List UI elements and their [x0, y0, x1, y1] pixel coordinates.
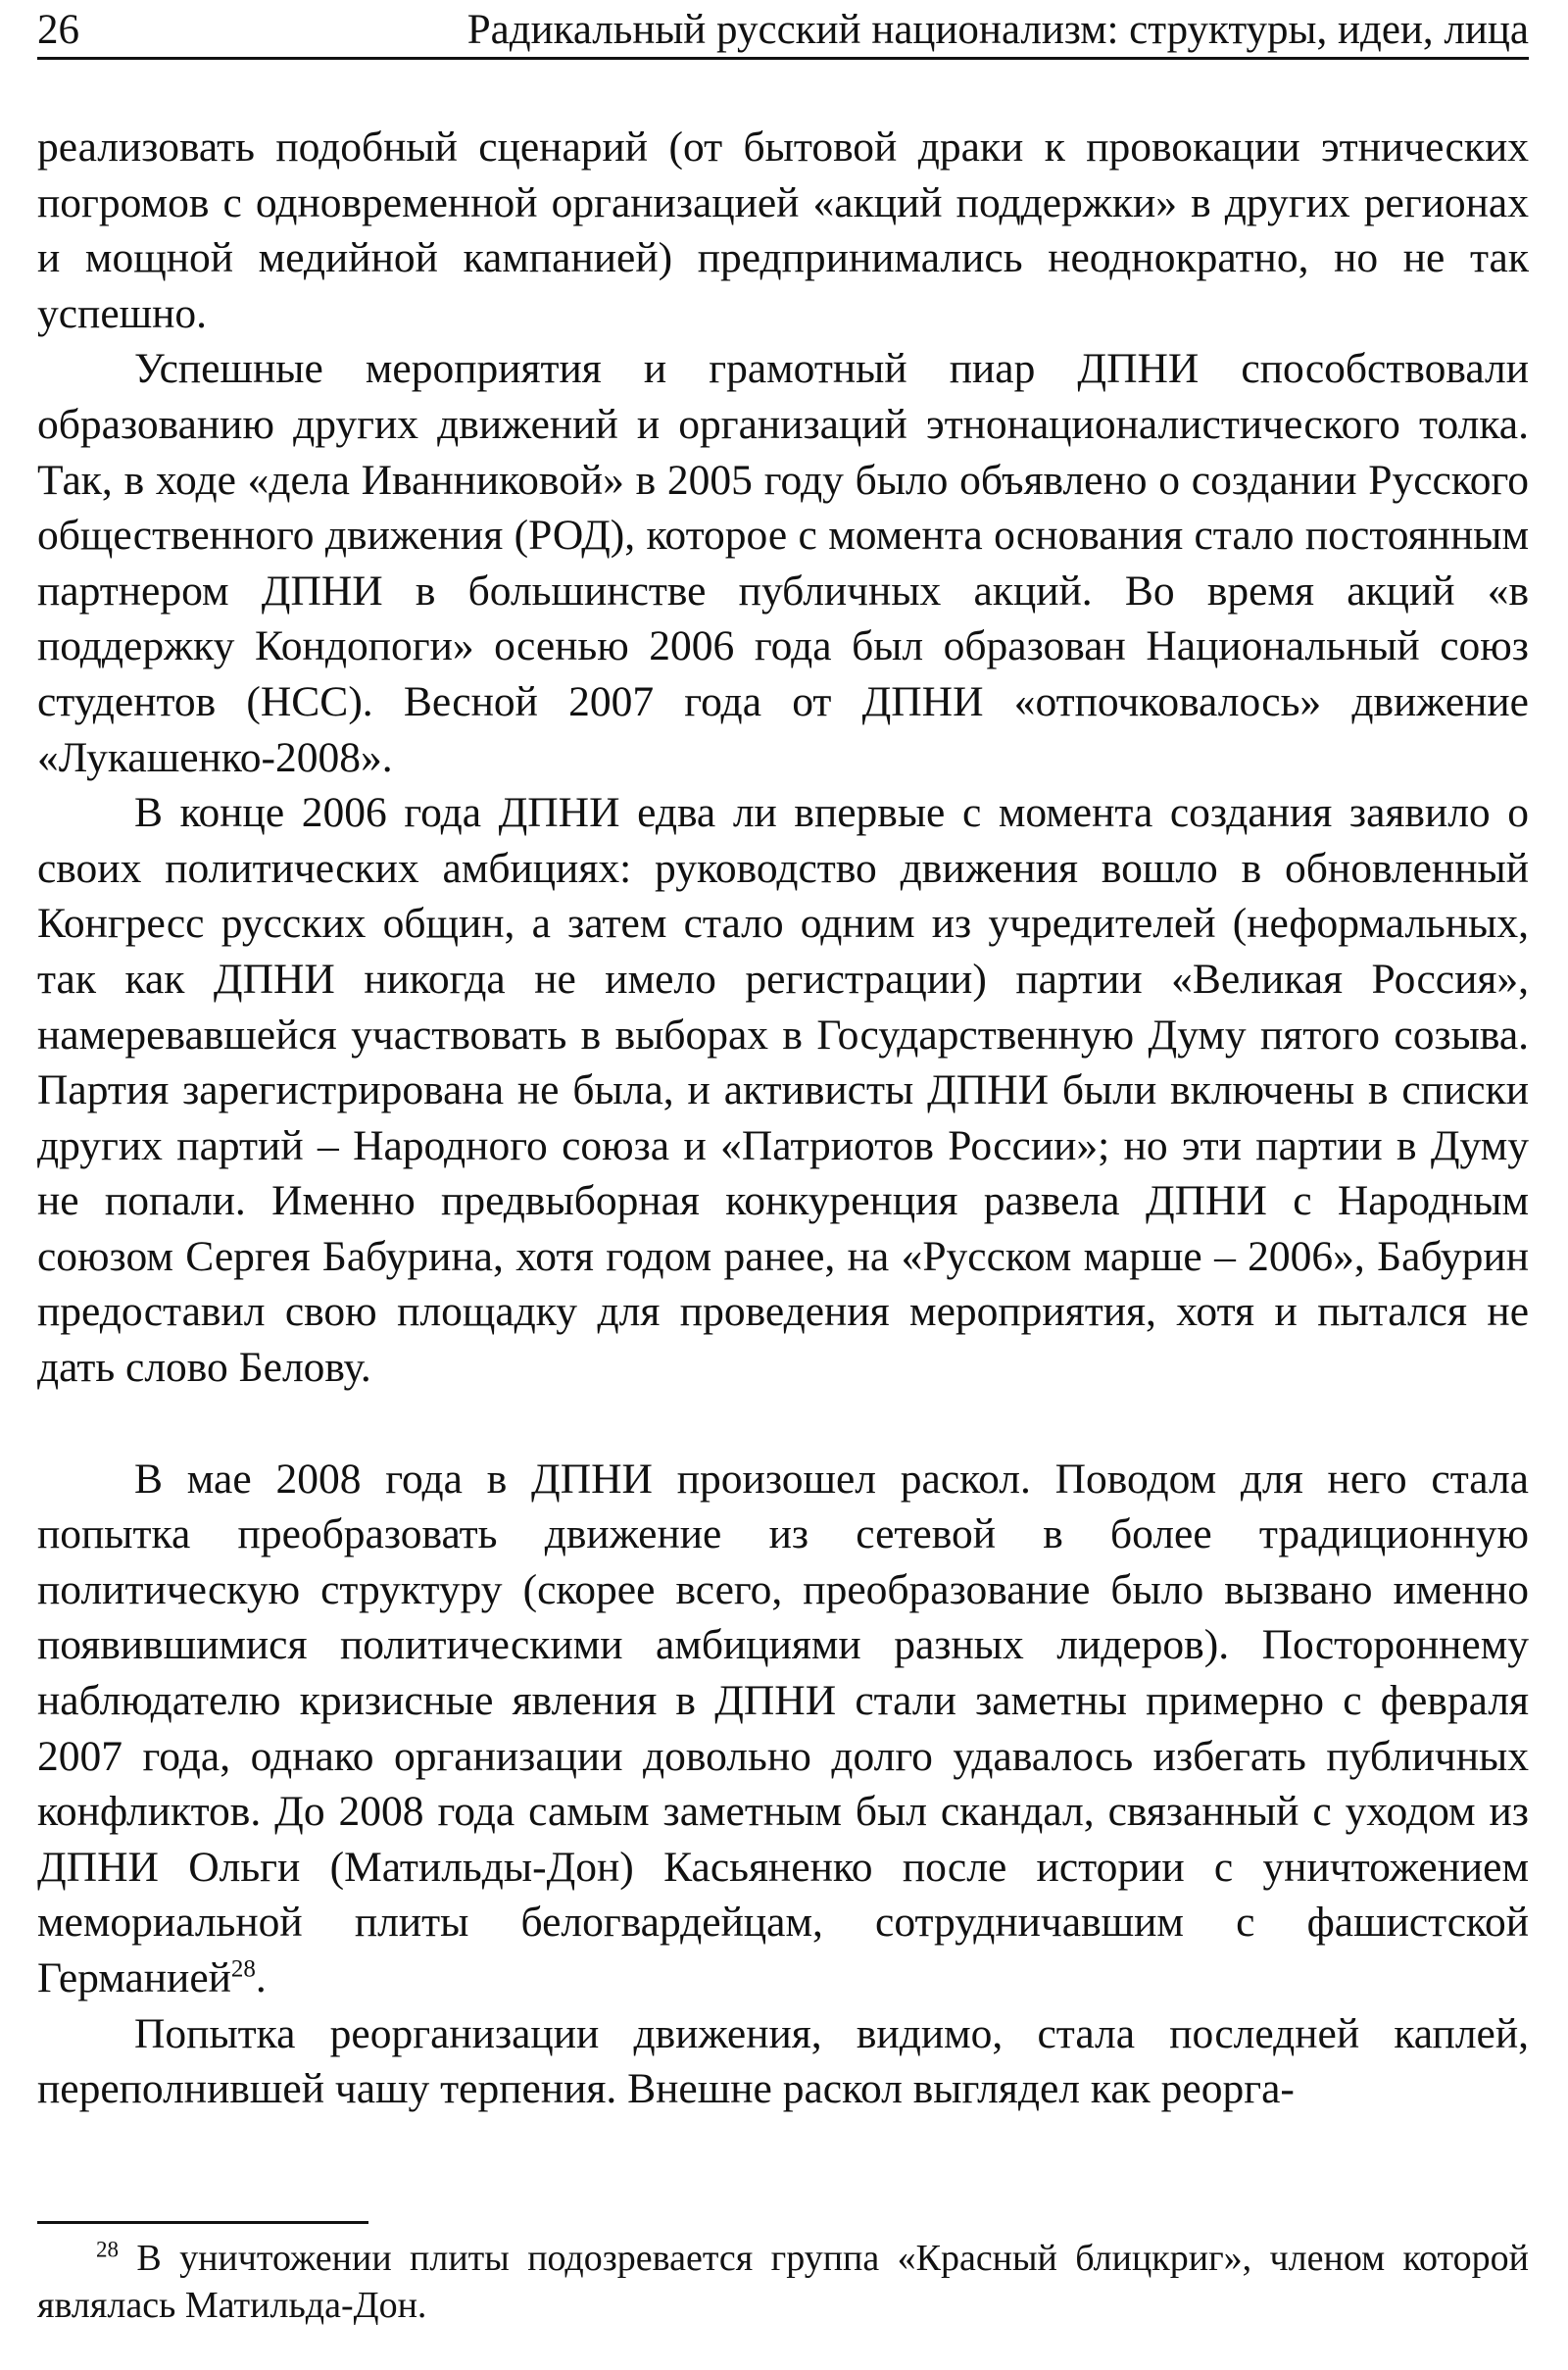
footnote-text: В уничтожении плиты подозревается группа «Красный блицкриг», членом которой являлась Матильда-Дон. — [37, 2238, 1529, 2326]
paragraph-1: реализовать подобный сценарий (от бытовой драки к провокации этнических погромов с одновременной организацией «акций поддержки» в других регионах и мощной медийной кампанией) предпринимались неоднократно, но не так успешно. — [37, 123, 1529, 337]
paragraph-4-text: В мае 2008 года в ДПНИ произошел раскол. Поводом для него стала попытка преобразовать движение из сетевой в более традиционную политическую структуру (скорее всего, преобразование было вызвано именно появившимися политическими амбициями разных лидеров). Постороннему наблюдателю кризисные явления в ДПНИ стали заметны примерно с февраля 2007 года, однако организации довольно долго удавалось избегать публичных конфликтов. До 2008 года самым заметным был скандал, связанный с уходом из ДПНИ Ольги (Матильды-Дон) Касьяненко после истории с уничтожением мемориальной плиты белогвардейцам, сотрудничавшим с фашистской Германией — [37, 1455, 1529, 2001]
footnote-reference-28[interactable]: 28 — [230, 1955, 256, 1983]
paragraph-4-end: . — [255, 1954, 267, 2001]
paragraph-3: В конце 2006 года ДПНИ едва ли впервые с момента создания заявило о своих политических амбициях: руководство движения вошло в обновленный Конгресс русских общин, а затем стало одним из учредителей (неформальных, так как ДПНИ никогда не имело регистрации) партии «Великая Россия», намеревавшейся участвовать в выборах в Государственную Думу пятого созыва. Партия зарегистрирована не была, и активисты ДПНИ были включены в списки других партий – Народного союза и «Патриотов России»; но эти партии в Думу не попали. Именно предвыборная конкуренция развела ДПНИ с Народным союзом Сергея Бабурина, хотя годом ранее, на «Русском марше – 2006», Бабурин предоставил свою площадку для проведения мероприятия, хотя и пытался не дать слово Белову. — [37, 789, 1529, 1392]
page-number: 26 — [37, 7, 79, 53]
footnote-28 — [37, 2235, 1529, 2329]
paragraph-5: Попытка реорганизации движения, видимо, стала последней каплей, переполнившей чашу терпения. Внешне раскол выглядел как реорга- — [37, 2009, 1529, 2113]
running-header — [37, 4, 1529, 60]
footnote-number: 28 — [96, 2237, 119, 2262]
running-title: Радикальный русский национализм: структуры, идеи, лица — [466, 7, 1529, 53]
footnote-separator — [37, 2221, 368, 2224]
paragraph-2: Успешные мероприятия и грамотный пиар ДПНИ способствовали образованию других движений и организаций этнонационалистического толка. Так, в ходе «дела Иванниковой» в 2005 году было объявлено о создании Русского общественного движения (РОД), которое с момента основания стало постоянным партнером ДПНИ в большинстве публичных акций. Во время акций «в поддержку Кондопоги» осенью 2006 года был образован Национальный союз студентов (НСС). Весной 2007 года от ДПНИ «отпочковалось» движение «Лукашенко-2008». — [37, 345, 1529, 781]
paragraph-4 — [37, 1452, 1529, 2006]
body-text — [37, 120, 1529, 2117]
footnotes — [37, 2235, 1529, 2329]
